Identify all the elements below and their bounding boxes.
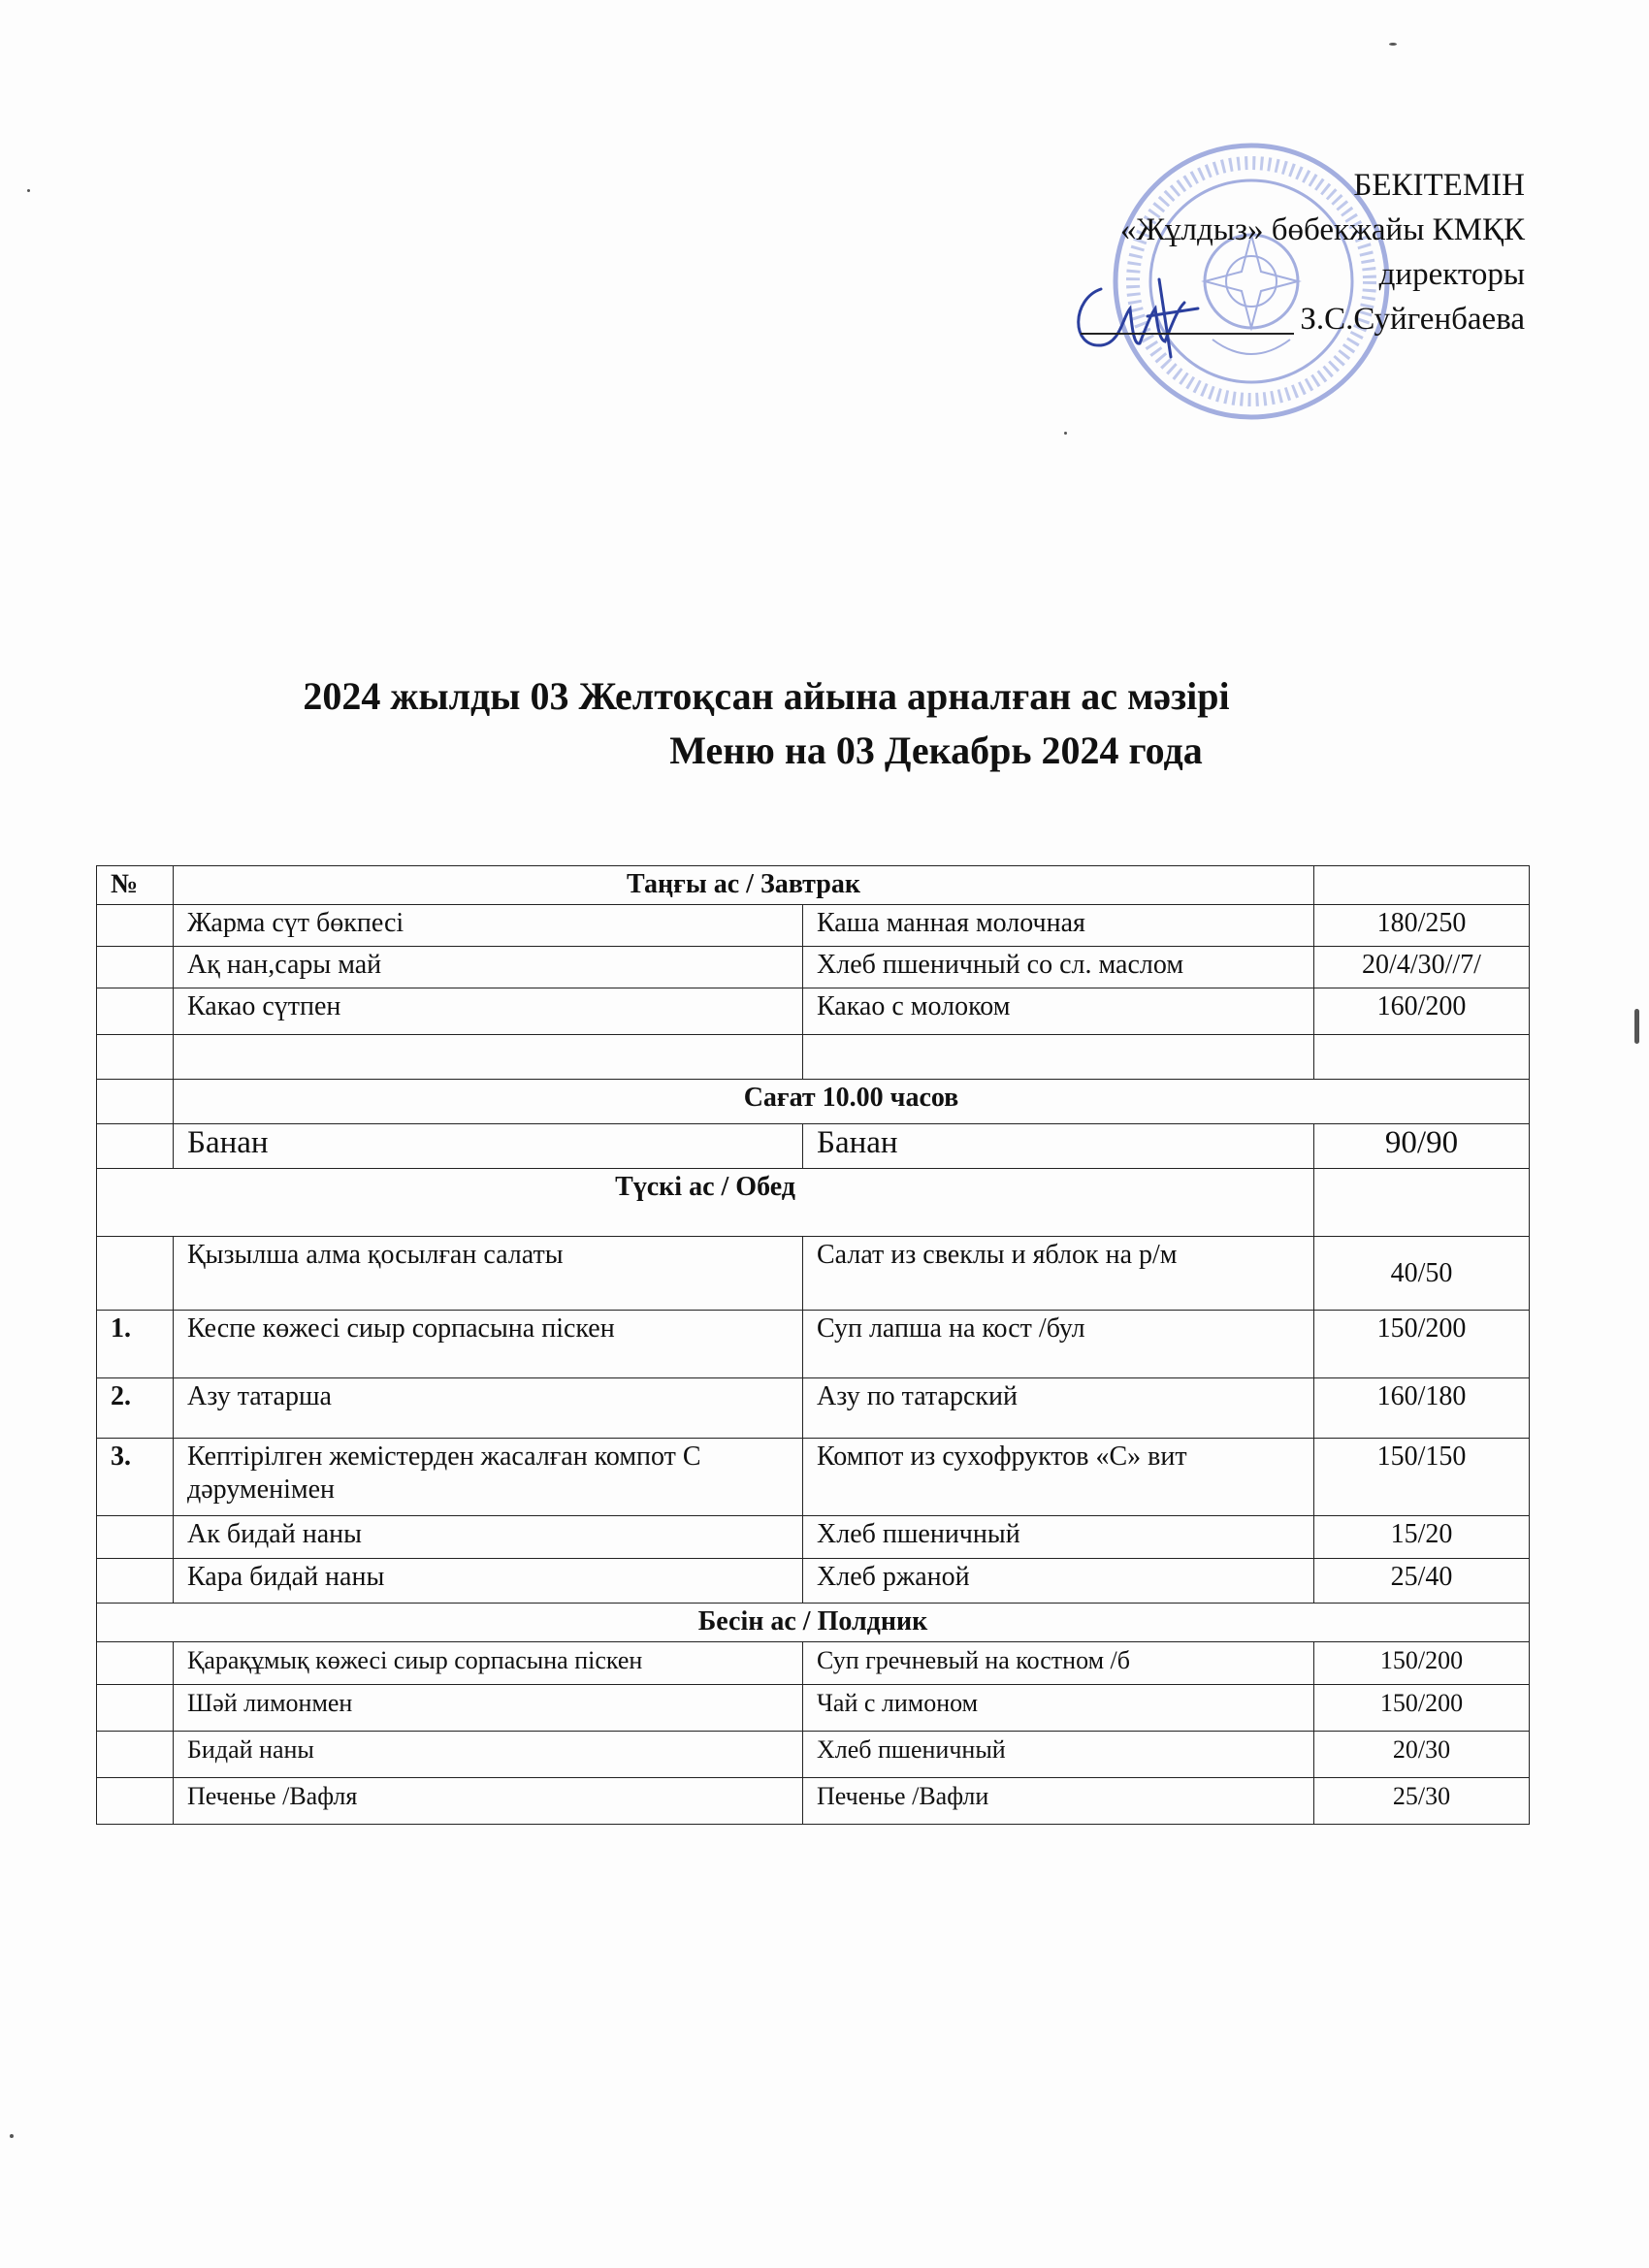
afternoon-header-row (97, 1604, 1530, 1642)
approval-heading: БЕКІТЕМІН (1353, 168, 1525, 203)
dish-ru: Азу по татарский (803, 1378, 1314, 1439)
menu-title (0, 669, 1649, 778)
scan-speck (1064, 432, 1067, 435)
dish-qty: 25/30 (1314, 1778, 1530, 1825)
section-lunch: Түскі ас / Обед (97, 1169, 1314, 1237)
director-name: З.С.Суйгенбаева (1300, 302, 1525, 337)
scan-speck (27, 189, 30, 192)
dish-kz: Ақ нан,сары май (174, 947, 803, 988)
approval-block (1081, 163, 1525, 341)
dish-kz: Шәй лимонмен (174, 1685, 803, 1732)
lunch-header-row (97, 1169, 1530, 1237)
dish-kz: Кептірілген жемістерден жасалған компот С дәруменімен (174, 1439, 803, 1516)
dish-ru: Хлеб ржаной (803, 1559, 1314, 1604)
dish-qty: 180/250 (1314, 905, 1530, 947)
number-header: № (97, 866, 174, 905)
table-row (97, 1642, 1530, 1685)
dish-qty: 160/180 (1314, 1378, 1530, 1439)
dish-qty: 160/200 (1314, 988, 1530, 1035)
table-row (97, 988, 1530, 1035)
dish-ru: Банан (803, 1124, 1314, 1169)
dish-kz: Какао сүтпен (174, 988, 803, 1035)
table-row (97, 1516, 1530, 1559)
dish-qty: 25/40 (1314, 1559, 1530, 1604)
table-row (97, 1439, 1530, 1516)
dish-ru: Печенье /Вафли (803, 1778, 1314, 1825)
dish-number: 2. (97, 1378, 174, 1439)
table-row (97, 905, 1530, 947)
table-row (97, 947, 1530, 988)
dish-ru: Какао с молоком (803, 988, 1314, 1035)
title-russian: Меню на 03 Декабрь 2024 года (669, 729, 1203, 772)
dish-kz: Қызылша алма қосылған салаты (174, 1237, 803, 1311)
director-position: директоры (1378, 257, 1525, 292)
dish-qty: 15/20 (1314, 1516, 1530, 1559)
breakfast-header-row (97, 866, 1530, 905)
dish-ru: Суп гречневый на костном /б (803, 1642, 1314, 1685)
dish-ru: Чай с лимоном (803, 1685, 1314, 1732)
dish-kz: Кеспе көжесі сиыр сорпасына піскен (174, 1311, 803, 1378)
dish-kz: Печенье /Вафля (174, 1778, 803, 1825)
dish-qty: 150/200 (1314, 1311, 1530, 1378)
dish-ru: Хлеб пшеничный (803, 1732, 1314, 1778)
dish-ru: Салат из свеклы и яблок на р/м (803, 1237, 1314, 1311)
table-row (97, 1237, 1530, 1311)
dish-kz: Ак бидай наны (174, 1516, 803, 1559)
menu-table (96, 865, 1530, 1825)
table-row (97, 1778, 1530, 1825)
dish-ru: Суп лапша на кост /бул (803, 1311, 1314, 1378)
table-row (97, 1685, 1530, 1732)
scan-speck (10, 2134, 14, 2138)
dish-kz: Жарма сүт бөкпесі (174, 905, 803, 947)
dish-qty: 40/50 (1314, 1237, 1530, 1311)
dish-qty: 150/150 (1314, 1439, 1530, 1516)
table-row (97, 1732, 1530, 1778)
section-breakfast: Таңғы ас / Завтрак (174, 866, 1314, 905)
signature-line (1081, 333, 1294, 335)
table-row (97, 1124, 1530, 1169)
scan-speck (1389, 43, 1397, 46)
dish-qty: 90/90 (1314, 1124, 1530, 1169)
dish-qty: 150/200 (1314, 1685, 1530, 1732)
dish-ru: Каша манная молочная (803, 905, 1314, 947)
dish-kz: Азу татарша (174, 1378, 803, 1439)
dish-qty: 150/200 (1314, 1642, 1530, 1685)
dish-ru: Хлеб пшеничный со сл. маслом (803, 947, 1314, 988)
table-row (97, 1559, 1530, 1604)
dish-kz: Банан (174, 1124, 803, 1169)
dish-ru: Хлеб пшеничный (803, 1516, 1314, 1559)
table-row (97, 1311, 1530, 1378)
dish-number: 3. (97, 1439, 174, 1516)
scan-speck (1634, 1009, 1639, 1044)
table-row (97, 1378, 1530, 1439)
section-snack: Сағат 10.00 часов (174, 1080, 1530, 1124)
dish-kz: Кара бидай наны (174, 1559, 803, 1604)
dish-ru: Компот из сухофруктов «С» вит (803, 1439, 1314, 1516)
dish-kz: Бидай наны (174, 1732, 803, 1778)
institution-name: «Жұлдыз» бөбекжайы КМҚК (1119, 212, 1525, 247)
snack-header-row (97, 1080, 1530, 1124)
director-name-line (1081, 297, 1525, 341)
section-afternoon: Бесін ас / Полдник (97, 1604, 1530, 1642)
dish-kz: Қарақұмық көжесі сиыр сорпасына піскен (174, 1642, 803, 1685)
empty-row (97, 1035, 1530, 1080)
title-kazakh: 2024 жылды 03 Желтоқсан айына арналған ас мәзірі (303, 674, 1230, 718)
dish-qty: 20/4/30//7/ (1314, 947, 1530, 988)
dish-number: 1. (97, 1311, 174, 1378)
dish-qty: 20/30 (1314, 1732, 1530, 1778)
